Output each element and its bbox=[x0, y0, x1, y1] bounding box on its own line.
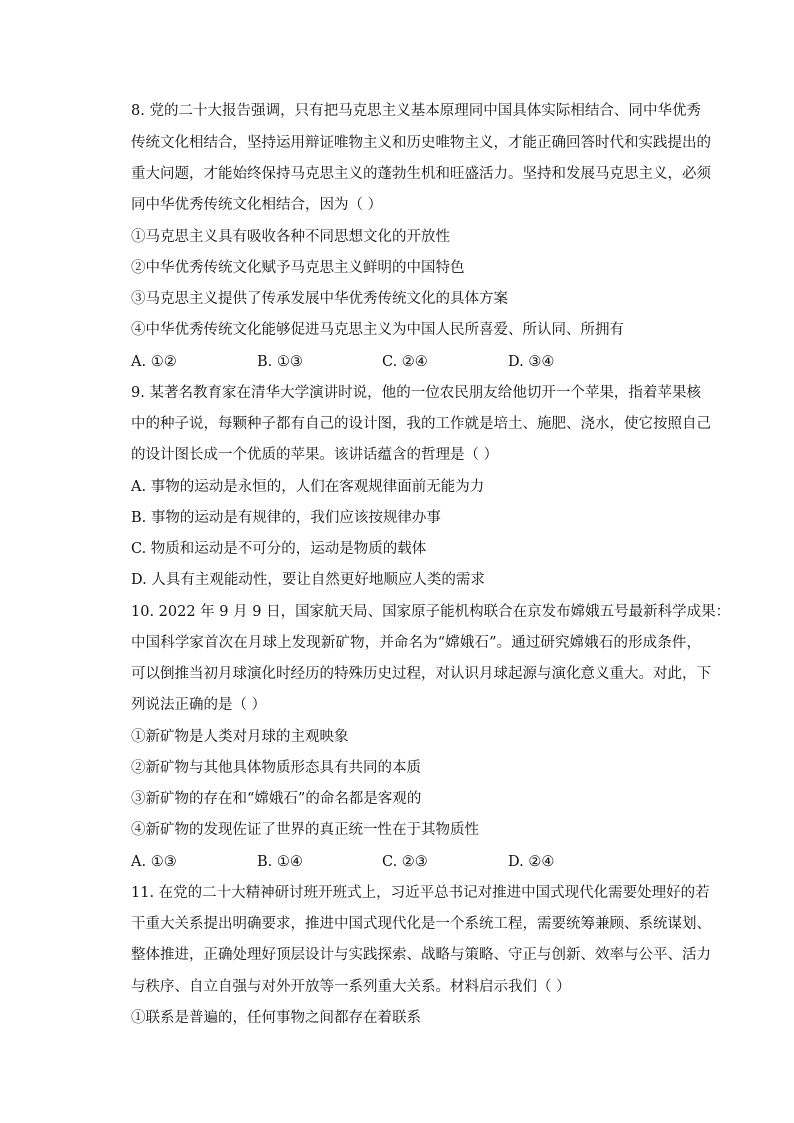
q9-stem-line: 的设计图长成一个优质的苹果。该讲话蕴含的哲理是（ ） bbox=[131, 447, 499, 463]
q11-stem-line: 干重大关系提出明确要求，推进中国式现代化是一个系统工程，需要统筹兼顾、系统谋划、 bbox=[131, 916, 711, 932]
q10-option-a: A. ①③ bbox=[131, 854, 177, 870]
q10-stem-line: 10. 2022 年 9 月 9 日，国家航天局、国家原子能机构联合在京发布嫦娥五号最新科学成果： bbox=[131, 604, 731, 620]
q8-option-c: C. ②④ bbox=[382, 354, 428, 370]
q11-item: ①联系是普遍的，任何事物之间都存在着联系 bbox=[131, 1010, 421, 1026]
q8-item: ③马克思主义提供了传承发展中华优秀传统文化的具体方案 bbox=[131, 291, 508, 307]
q8-option-a: A. ①② bbox=[131, 354, 177, 370]
q8-item: ④中华优秀传统文化能够促进马克思主义为中国人民所喜爱、所认同、所拥有 bbox=[131, 322, 624, 338]
q10-stem-line: 可以倒推当初月球演化时经历的特殊历史过程，对认识月球起源与演化意义重大。对此，下 bbox=[131, 666, 711, 682]
q8-option-b: B. ①③ bbox=[257, 354, 303, 370]
q11-stem-line: 与秩序、自立自强与对外开放等一系列重大关系。材料启示我们（ ） bbox=[131, 979, 571, 995]
q8-stem-line: 同中华优秀传统文化相结合，因为（ ） bbox=[131, 197, 383, 213]
q10-option-b: B. ①④ bbox=[257, 854, 303, 870]
q10-stem-line: 中国科学家首次在月球上发现新矿物，并命名为“嫦娥石”。通过研究嫦娥石的形成条件， bbox=[131, 635, 701, 651]
q11-stem-line: 整体推进，正确处理好顶层设计与实践探索、战略与策略、守正与创新、效率与公平、活力 bbox=[131, 947, 711, 963]
q9-choice-d: D. 人具有主观能动性，要让自然更好地顺应人类的需求 bbox=[131, 572, 485, 588]
q10-option-c: C. ②③ bbox=[382, 854, 428, 870]
q8-stem-line: 重大问题，才能始终保持马克思主义的蓬勃生机和旺盛活力。坚持和发展马克思主义，必须 bbox=[131, 166, 711, 182]
q10-item: ②新矿物与其他具体物质形态具有共同的本质 bbox=[131, 760, 421, 776]
q8-option-d: D. ③④ bbox=[508, 354, 555, 370]
q9-stem-line: 中的种子说，每颗种子都有自己的设计图，我的工作就是培土、施肥、浇水，使它按照自己 bbox=[131, 416, 711, 432]
q9-choice-c: C. 物质和运动是不可分的，运动是物质的载体 bbox=[131, 541, 427, 557]
q8-stem-line: 8. 党的二十大报告强调，只有把马克思主义基本原理同中国具体实际相结合、同中华优秀 bbox=[131, 103, 701, 119]
q9-choice-b: B. 事物的运动是有规律的，我们应该按规律办事 bbox=[131, 510, 441, 526]
q8-stem-line: 传统文化相结合，坚持运用辩证唯物主义和历史唯物主义，才能正确回答时代和实践提出的 bbox=[131, 135, 711, 151]
q10-item: ①新矿物是人类对月球的主观映象 bbox=[131, 729, 349, 745]
q10-item: ④新矿物的发现佐证了世界的真正统一性在于其物质性 bbox=[131, 822, 479, 838]
q8-item: ①马克思主义具有吸收各种不同思想文化的开放性 bbox=[131, 229, 450, 245]
q9-choice-a: A. 事物的运动是永恒的，人们在客观规律面前无能为力 bbox=[131, 479, 485, 495]
q10-item: ③新矿物的存在和“嫦娥石”的命名都是客观的 bbox=[131, 791, 422, 807]
q9-stem-line: 9. 某著名教育家在清华大学演讲时说，他的一位农民朋友给他切开一个苹果，指着苹果核 bbox=[131, 385, 701, 401]
q11-stem-line: 11. 在党的二十大精神研讨班开班式上，习近平总书记对推进中国式现代化需要处理好的若 bbox=[131, 885, 710, 901]
q10-stem-line: 列说法正确的是（ ） bbox=[131, 697, 267, 713]
q10-option-d: D. ②④ bbox=[508, 854, 555, 870]
q8-item: ②中华优秀传统文化赋予马克思主义鲜明的中国特色 bbox=[131, 260, 465, 276]
